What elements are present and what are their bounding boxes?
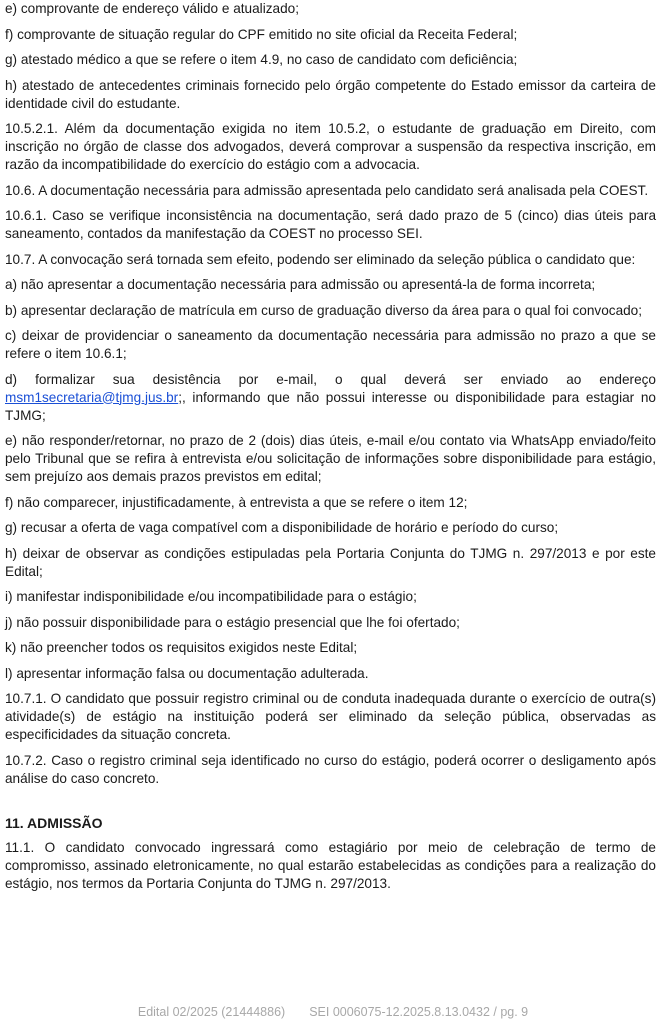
paragraph: 11.1. O candidato convocado ingressará como estagiário por meio de celebração de termo de compromisso, assinado eletronicamente, no qual estarão estabelecidas as condições para a realização do estágio, nos termos da Portaria Conjunta do TJMG n. 297/2013. bbox=[5, 839, 656, 891]
paragraph: k) não preencher todos os requisitos exigidos neste Edital; bbox=[5, 640, 358, 655]
paragraph: 10.7.1. O candidato que possuir registro criminal ou de conduta inadequada durante o exercício de outra(s) atividade(s) de estágio na instituição poderá ser eliminado da seleção pública, observadas as especificidades da situação concreta. bbox=[5, 691, 656, 742]
item-d-prefix: d) formalizar sua desistência por e-mail, o qual deverá ser enviado ao endereço bbox=[5, 371, 656, 387]
document-page bbox=[5, 0, 656, 900]
paragraph: g) atestado médico a que se refere o item 4.9, no caso de candidato com deficiência; bbox=[5, 52, 518, 67]
paragraphs-before-link bbox=[5, 0, 656, 363]
paragraph: i) manifestar indisponibilidade e/ou incompatibilidade para o estágio; bbox=[5, 589, 417, 604]
paragraph: h) deixar de observar as condições estipuladas pela Portaria Conjunta do TJMG n. 297/2013 e por este Edital; bbox=[5, 545, 656, 579]
paragraph-item-d bbox=[5, 371, 656, 425]
paragraph: f) não comparecer, injustificadamente, à entrevista a que se refere o item 12; bbox=[5, 494, 468, 510]
section-heading: 11. ADMISSÃO bbox=[5, 814, 103, 831]
paragraph: c) deixar de providenciar o saneamento da documentação necessária para admissão no prazo a que se refere o item 10.6.1; bbox=[5, 328, 656, 361]
paragraph: 10.6. A documentação necessária para admissão apresentada pelo candidato será analisada pela COEST. bbox=[5, 182, 649, 198]
footer-doc-ref: Edital 02/2025 (21444886) bbox=[137, 1005, 286, 1019]
email-link[interactable]: msm1secretaria@tjmg.jus.br bbox=[5, 389, 179, 405]
paragraph: l) apresentar informação falsa ou documentação adulterada. bbox=[5, 665, 369, 681]
paragraph: e) comprovante de endereço válido e atualizado; bbox=[5, 1, 299, 16]
paragraph: 10.6.1. Caso se verifique inconsistência na documentação, será dado prazo de 5 (cinco) dias úteis para saneamento, contados da manifestação da COEST no processo SEI. bbox=[5, 208, 656, 241]
paragraph: 10.7.2. Caso o registro criminal seja identificado no curso do estágio, poderá ocorrer o desligamento após análise do caso concreto. bbox=[5, 752, 656, 786]
paragraph: g) recusar a oferta de vaga compatível com a disponibilidade de horário e período do curso; bbox=[5, 520, 559, 535]
paragraph: j) não possuir disponibilidade para o estágio presencial que lhe foi ofertado; bbox=[5, 614, 460, 630]
paragraph: b) apresentar declaração de matrícula em curso de graduação diverso da área para o qual foi convocado; bbox=[5, 302, 643, 318]
paragraphs-after-link bbox=[5, 432, 656, 788]
paragraph: f) comprovante de situação regular do CPF emitido no site oficial da Receita Federal; bbox=[5, 26, 518, 42]
item-d-suffix: ;, informando que não possui interesse ou disponibilidade para estagiar no TJMG; bbox=[5, 389, 656, 423]
paragraph: a) não apresentar a documentação necessária para admissão ou apresentá-la de forma incorreta; bbox=[5, 277, 596, 292]
section-paragraphs bbox=[5, 839, 656, 893]
page-footer bbox=[0, 1005, 666, 1019]
footer-process-ref: SEI 0006075-12.2025.8.13.0432 / pg. 9 bbox=[309, 1005, 529, 1019]
paragraph: e) não responder/retornar, no prazo de 2 (dois) dias úteis, e-mail e/ou contato via WhatsApp enviado/feito pelo Tribunal que se refira à entrevista e/ou solicitação de informações sobre disponibilidade para estágio, sem prejuízo aos demais prazos previstos em edital; bbox=[5, 433, 656, 484]
paragraph: h) atestado de antecedentes criminais fornecido pelo órgão competente do Estado emissor da carteira de identidade civil do estudante. bbox=[5, 77, 656, 111]
paragraph: 10.7. A convocação será tornada sem efeito, podendo ser eliminado da seleção pública o candidato que: bbox=[5, 251, 636, 267]
paragraph: 10.5.2.1. Além da documentação exigida no item 10.5.2, o estudante de graduação em Direito, com inscrição no órgão de classe dos advogados, deverá comprovar a suspensão da respectiva inscrição, em razão da incompatibilidade do exercício do estágio com a advocacia. bbox=[5, 121, 656, 172]
